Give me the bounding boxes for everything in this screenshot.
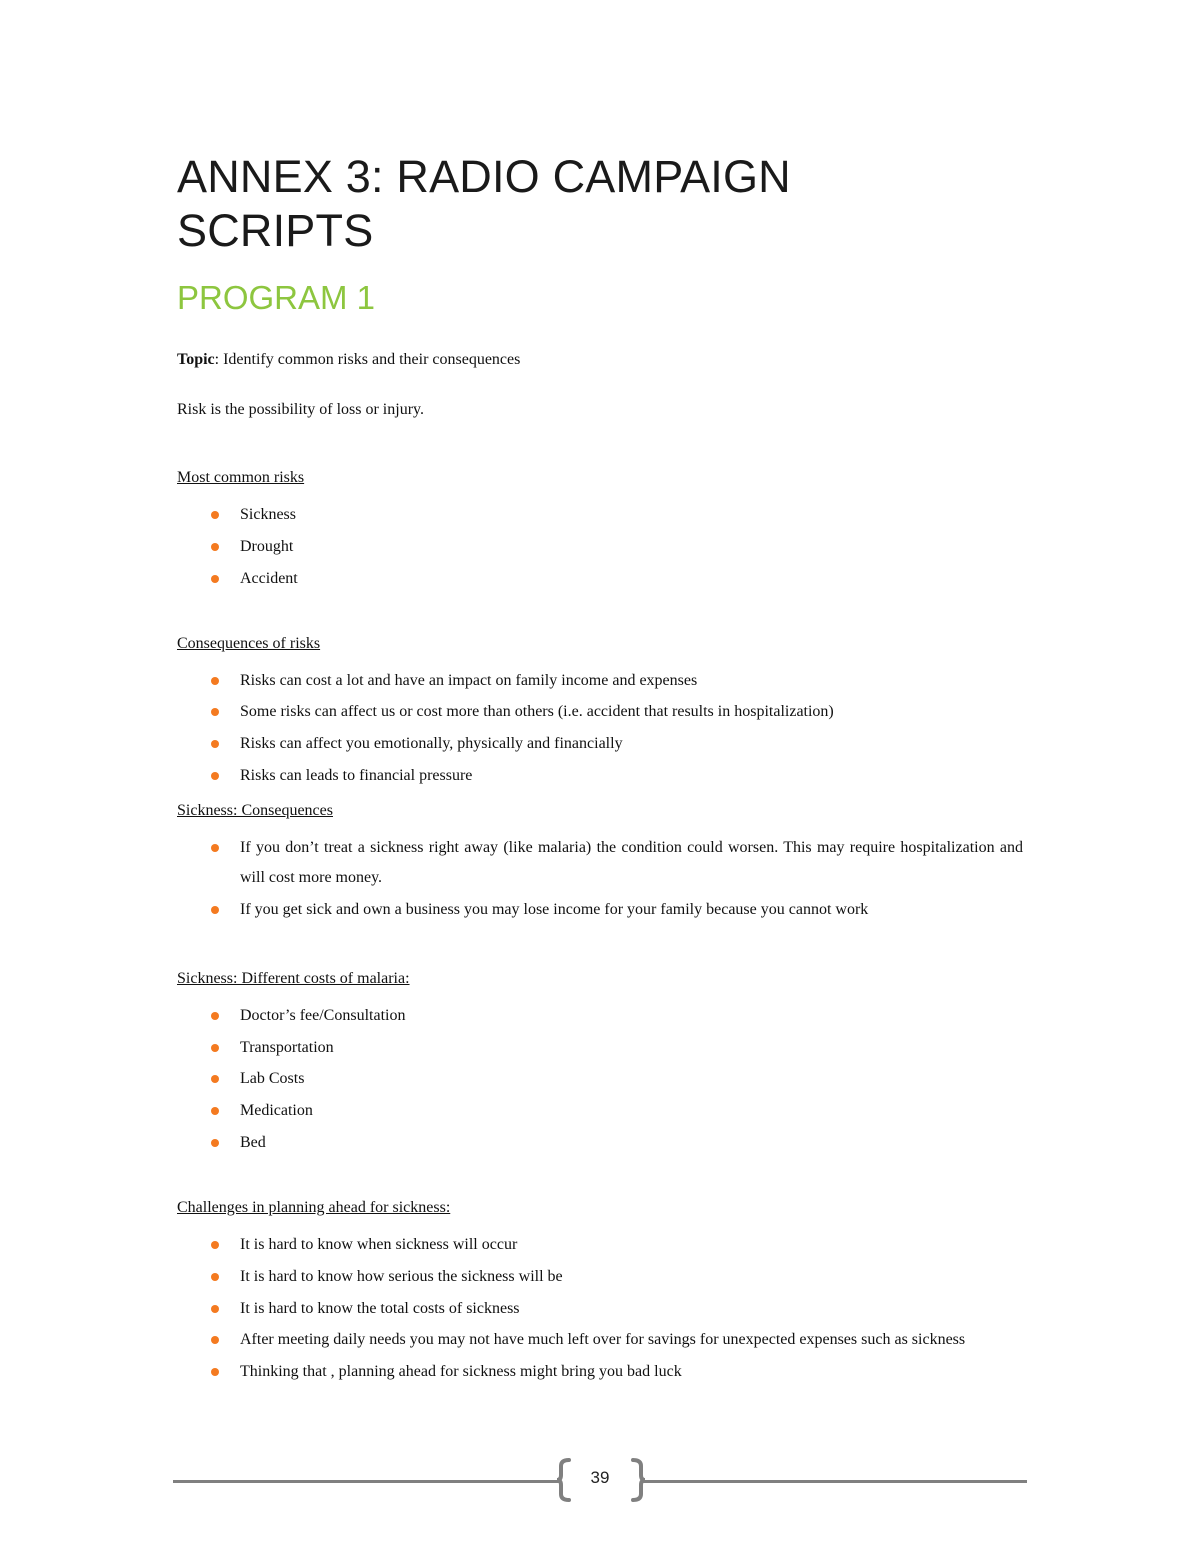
list-item-text: If you get sick and own a business you may lose income for your family because you cannot work	[240, 900, 869, 918]
list-item	[177, 1357, 1023, 1387]
section-challenges	[177, 1198, 1023, 1387]
list-item	[177, 1064, 1023, 1094]
bullet-icon	[211, 906, 219, 914]
topic-line	[177, 350, 1023, 370]
section-malaria-costs	[177, 969, 1023, 1158]
list-item-text: Transportation	[240, 1038, 334, 1056]
section-heading-consequences: Consequences of risks	[177, 634, 321, 652]
list-common-risks	[177, 500, 1023, 594]
section-sickness-consequences	[177, 801, 1023, 925]
list-item	[177, 1230, 1023, 1260]
footer-rule-right	[643, 1480, 1027, 1483]
list-item	[177, 1001, 1023, 1031]
list-item	[177, 1128, 1023, 1158]
section-heading-sickness-consequences: Sickness: Consequences	[177, 801, 333, 819]
risk-definition: Risk is the possibility of loss or injury.	[177, 401, 424, 418]
section-consequences	[177, 634, 1023, 791]
list-item	[177, 1262, 1023, 1292]
list-item-text: It is hard to know how serious the sickness will be	[240, 1267, 563, 1285]
section-heading-common-risks: Most common risks	[177, 469, 305, 486]
left-brace-icon	[555, 1458, 571, 1502]
bullet-icon	[211, 740, 219, 748]
list-item-text: Doctor’s fee/Consultation	[240, 1006, 406, 1024]
list-item-text: Lab Costs	[240, 1070, 305, 1088]
list-item-text: Thinking that , planning ahead for sickness might bring you bad luck	[240, 1363, 682, 1381]
list-item-text: Risks can cost a lot and have an impact on family income and expenses	[240, 671, 698, 689]
annex-title-line-2: SCRIPTS	[177, 205, 374, 256]
bullet-icon	[211, 511, 219, 519]
list-item-text: Accident	[240, 569, 298, 587]
section-heading-challenges: Challenges in planning ahead for sickness:	[177, 1198, 451, 1216]
list-item	[177, 532, 1023, 562]
footer-rule-left	[173, 1480, 559, 1483]
list-item	[177, 1033, 1023, 1063]
bullet-icon	[211, 1305, 219, 1313]
bullet-icon	[211, 575, 219, 583]
list-item	[177, 564, 1023, 594]
list-item-text: After meeting daily needs you may not have much left over for savings for unexpected expenses such as sickness	[240, 1331, 966, 1349]
list-malaria-costs	[177, 1001, 1023, 1158]
list-item	[177, 729, 1023, 759]
list-item	[177, 1294, 1023, 1324]
list-item-text: If you don’t treat a sickness right away (like malaria) the condition could worsen. This may require hospitalization and will cost more money.	[240, 838, 1023, 886]
list-item	[177, 895, 1023, 925]
bullet-icon	[211, 1107, 219, 1115]
bullet-icon	[211, 543, 219, 551]
list-item	[177, 500, 1023, 530]
bullet-icon	[211, 1241, 219, 1249]
page-footer	[173, 1458, 1027, 1506]
bullet-icon	[211, 1075, 219, 1083]
bullet-icon	[211, 844, 219, 852]
list-item-text: Risks can leads to financial pressure	[240, 766, 473, 784]
section-heading-malaria-costs: Sickness: Different costs of malaria:	[177, 969, 410, 987]
bullet-icon	[211, 1044, 219, 1052]
list-item-text: Sickness	[240, 506, 296, 523]
list-item	[177, 1096, 1023, 1126]
page-content	[177, 150, 1023, 1389]
bullet-icon	[211, 772, 219, 780]
bullet-icon	[211, 1368, 219, 1376]
bullet-icon	[211, 1012, 219, 1020]
list-consequences	[177, 666, 1023, 791]
annex-title	[177, 150, 1023, 258]
program-title: PROGRAM 1	[177, 279, 376, 316]
section-common-risks	[177, 468, 1023, 594]
bullet-icon	[211, 1273, 219, 1281]
list-item-text: Some risks can affect us or cost more than others (i.e. accident that results in hospitalization)	[240, 703, 834, 721]
list-item-text: Bed	[240, 1133, 266, 1151]
list-item	[177, 833, 1023, 893]
bullet-icon	[211, 1336, 219, 1344]
list-item-text: Medication	[240, 1102, 313, 1120]
list-item	[177, 697, 1023, 727]
list-item-text: It is hard to know when sickness will occur	[240, 1235, 518, 1253]
topic-text: : Identify common risks and their consequences	[214, 351, 521, 368]
list-item	[177, 666, 1023, 696]
list-item-text: Risks can affect you emotionally, physically and financially	[240, 735, 623, 753]
bullet-icon	[211, 677, 219, 685]
page-number: 39	[590, 1468, 610, 1487]
list-challenges	[177, 1230, 1023, 1387]
annex-title-line-1: ANNEX 3: RADIO CAMPAIGN	[177, 151, 791, 202]
list-sickness-consequences	[177, 833, 1023, 925]
list-item	[177, 1325, 1023, 1355]
bullet-icon	[211, 1139, 219, 1147]
bullet-icon	[211, 708, 219, 716]
list-item	[177, 761, 1023, 791]
list-item-text: Drought	[240, 537, 294, 555]
topic-label: Topic	[177, 351, 215, 368]
list-item-text: It is hard to know the total costs of sickness	[240, 1299, 520, 1317]
